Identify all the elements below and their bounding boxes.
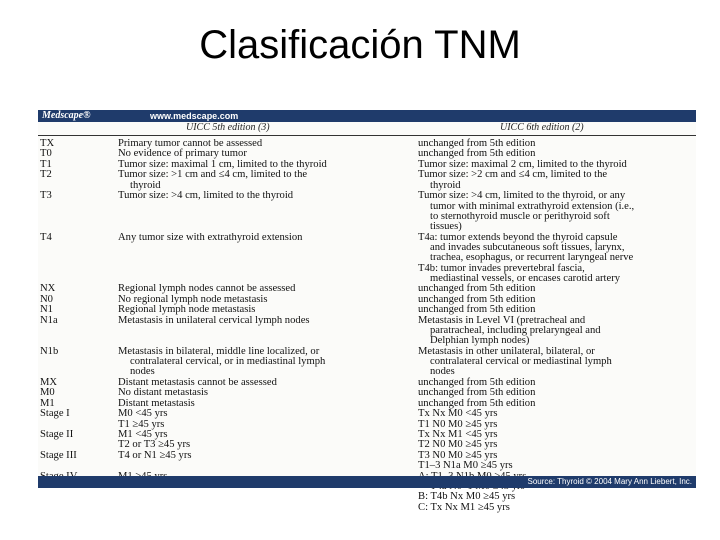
row-code: T0	[40, 148, 52, 160]
cell-5th-edition	[118, 191, 418, 232]
table-row	[38, 409, 696, 430]
cell-line: Tumor size: >1 cm and ≤4 cm, limited to the	[118, 169, 308, 181]
row-code: N1	[40, 304, 53, 316]
cell-line: T1–3 N1a M0 ≥45 yrs	[418, 460, 513, 472]
cell-line: Primary tumor cannot be assessed	[118, 138, 263, 149]
slide-title: Clasificación TNM	[199, 23, 521, 67]
cell-line: No evidence of primary tumor	[118, 148, 247, 160]
row-code: M0	[40, 387, 55, 399]
table-row	[38, 316, 696, 347]
row-code: M1	[40, 397, 55, 409]
table-row	[38, 191, 696, 232]
row-code: Stage I	[40, 408, 70, 420]
medscape-url: www.medscape.com	[150, 111, 239, 121]
row-code: NX	[40, 283, 56, 295]
cell-line: Any tumor size with extrathyroid extension	[118, 231, 303, 243]
cell-line: contralateral cervical, or in mediastinal lymph	[130, 356, 326, 368]
cell-6th-edition	[418, 409, 696, 430]
row-code: N1a	[40, 314, 58, 326]
cell-line: and invades subcutaneous soft tissues, larynx,	[430, 241, 625, 253]
header-divider	[38, 135, 696, 136]
cell-5th-edition	[118, 347, 418, 378]
cell-6th-edition	[418, 430, 696, 451]
cell-line: C: Tx Nx M1 ≥45 yrs	[418, 501, 510, 513]
row-code: N0	[40, 293, 53, 305]
cell-line: T1 ≥45 yrs	[118, 418, 165, 430]
cell-line: unchanged from 5th edition	[418, 397, 536, 409]
row-code: Stage III	[40, 449, 77, 461]
table-row	[38, 170, 696, 191]
cell-line: unchanged from 5th edition	[418, 148, 536, 160]
row-code: N1b	[40, 345, 59, 357]
cell-line: Distant metastasis cannot be assessed	[118, 376, 277, 388]
cell-line: Tumor size: maximal 1 cm, limited to the thyroid	[118, 158, 327, 170]
cell-5th-edition	[118, 409, 418, 430]
cell-line: Metastasis in bilateral, middle line localized, or	[118, 345, 320, 357]
column-header-6th: UICC 6th edition (2)	[500, 122, 584, 133]
cell-line: contralateral cervical or mediastinal lymph	[430, 356, 612, 368]
cell-line: nodes	[430, 366, 455, 378]
table-row	[38, 430, 696, 451]
cell-line: unchanged from 5th edition	[418, 138, 536, 149]
cell-6th-edition	[418, 451, 696, 472]
cell-6th-edition	[418, 347, 696, 378]
cell-line: Regional lymph nodes cannot be assessed	[118, 283, 296, 295]
cell-line: trachea, esophagus, or recurrent laryngeal nerve	[430, 252, 634, 264]
cell-line: paratracheal, including prelaryngeal and	[430, 325, 601, 337]
cell-line: Metastasis in Level VI (pretracheal and	[418, 314, 586, 326]
cell-line: unchanged from 5th edition	[418, 304, 536, 316]
medscape-header-bar	[38, 110, 696, 122]
cell-line: unchanged from 5th edition	[418, 293, 536, 305]
cell-line: Metastasis in unilateral cervical lymph nodes	[118, 314, 310, 326]
cell-line: unchanged from 5th edition	[418, 387, 536, 399]
cell-6th-edition	[418, 233, 696, 284]
cell-line: Distant metastasis	[118, 397, 195, 409]
cell-line: M1 <45 yrs	[118, 429, 168, 441]
cell-line: nodes	[130, 366, 155, 378]
row-code: MX	[40, 376, 58, 388]
cell-line: T2 or T3 ≥45 yrs	[118, 439, 191, 451]
cell-line: unchanged from 5th edition	[418, 283, 536, 295]
cell-6th-edition	[418, 170, 696, 191]
cell-line: Regional lymph node metastasis	[118, 304, 256, 316]
cell-line: Tx Nx M1 <45 yrs	[418, 429, 498, 441]
cell-line: T1 N0 M0 ≥45 yrs	[418, 418, 498, 430]
tnm-table-figure	[38, 110, 696, 513]
source-footer-bar	[38, 476, 696, 488]
cell-line: T3 N0 M0 ≥45 yrs	[418, 449, 498, 461]
cell-line: thyroid	[430, 179, 461, 191]
cell-line: Tumor size: >4 cm, limited to the thyroid, or any	[418, 190, 626, 202]
cell-line: M0 <45 yrs	[118, 408, 168, 420]
column-header-5th: UICC 5th edition (3)	[186, 122, 270, 133]
cell-line: to sternothyroid muscle or perithyroid soft	[430, 210, 610, 222]
cell-line: No distant metastasis	[118, 387, 209, 399]
cell-line: tumor with minimal extrathyroid extension (i.e.,	[430, 200, 635, 212]
cell-5th-edition	[118, 233, 418, 284]
cell-line: Metastasis in other unilateral, bilateral, or	[418, 345, 595, 357]
row-code: T2	[40, 169, 52, 181]
cell-line: Tumor size: >2 cm and ≤4 cm, limited to the	[418, 169, 608, 181]
source-credit: Source: Thyroid © 2004 Mary Ann Liebert, Inc.	[527, 477, 692, 486]
table-row	[38, 305, 696, 315]
cell-5th-edition	[118, 170, 418, 191]
cell-line: T4a: tumor extends beyond the thyroid capsule	[418, 231, 618, 243]
cell-line: Tumor size: >4 cm, limited to the thyroid	[118, 190, 294, 202]
cell-6th-edition	[418, 316, 696, 347]
row-code: T4	[40, 231, 52, 243]
table-row	[38, 347, 696, 378]
cell-line: Tumor size: maximal 2 cm, limited to the thyroid	[418, 158, 627, 170]
cell-line: unchanged from 5th edition	[418, 376, 536, 388]
table-row	[38, 233, 696, 284]
cell-line: No regional lymph node metastasis	[118, 293, 268, 305]
table-row	[38, 451, 696, 472]
medscape-logo: Medscape®	[42, 110, 91, 121]
cell-line: B: T4b Nx M0 ≥45 yrs	[418, 491, 516, 503]
cell-line: T4 or N1 ≥45 yrs	[118, 449, 192, 461]
cell-line: T4b: tumor invades prevertebral fascia,	[418, 262, 585, 274]
cell-5th-edition	[118, 451, 418, 472]
cell-line: Tx Nx M0 <45 yrs	[418, 408, 498, 420]
row-code: T3	[40, 190, 52, 202]
row-code: T1	[40, 158, 52, 170]
cell-line: tissues)	[430, 221, 462, 233]
tnm-table-body	[38, 139, 696, 513]
cell-5th-edition	[118, 430, 418, 451]
row-code: TX	[40, 138, 55, 149]
cell-6th-edition	[418, 191, 696, 232]
cell-5th-edition	[118, 305, 418, 315]
cell-line: T2 N0 M0 ≥45 yrs	[418, 439, 498, 451]
cell-6th-edition	[418, 305, 696, 315]
cell-line: mediastinal vessels, or encases carotid artery	[430, 272, 621, 284]
row-code: Stage II	[40, 429, 74, 441]
cell-line: Delphian lymph nodes)	[430, 335, 530, 347]
cell-5th-edition	[118, 316, 418, 347]
cell-line: thyroid	[130, 179, 161, 191]
